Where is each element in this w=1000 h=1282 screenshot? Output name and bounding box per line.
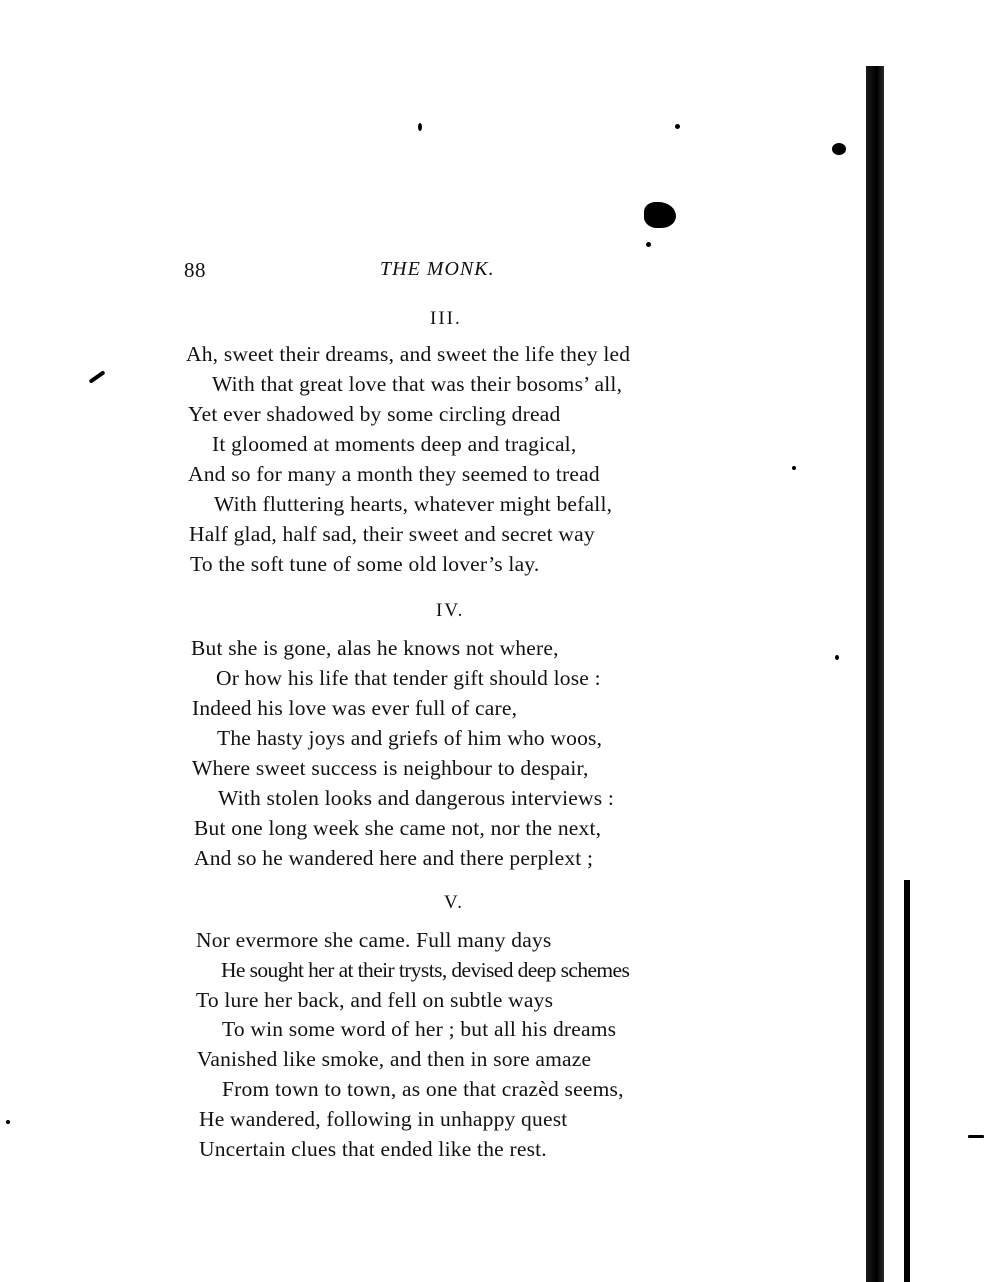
poem-line: To win some word of her ; but all his dreams	[222, 1017, 617, 1041]
page-number: 88	[184, 258, 206, 282]
poem-line: With that great love that was their bosoms’ all,	[212, 372, 623, 396]
poem-line: He sought her at their trysts, devised deep schemes	[221, 958, 630, 982]
binding-shadow	[866, 66, 884, 1282]
poem-line: Yet ever shadowed by some circling dread	[188, 402, 561, 426]
ink-speck	[968, 1135, 984, 1138]
poem-line: To lure her back, and fell on subtle ways	[196, 988, 554, 1012]
poem-line: Half glad, half sad, their sweet and secret way	[189, 522, 595, 546]
poem-line: Ah, sweet their dreams, and sweet the life they led	[186, 342, 631, 366]
poem-line: Or how his life that tender gift should lose :	[216, 666, 601, 690]
running-title: THE MONK.	[380, 258, 495, 280]
poem-line: Where sweet success is neighbour to despair,	[192, 756, 589, 780]
ink-blot	[832, 143, 846, 155]
ink-speck	[646, 242, 651, 247]
poem-line: Uncertain clues that ended like the rest.	[199, 1137, 547, 1161]
poem-line: And so he wandered here and there perplext ;	[194, 846, 594, 870]
poem-line: To the soft tune of some old lover’s lay.	[190, 552, 540, 576]
poem-line: He wandered, following in unhappy quest	[199, 1107, 568, 1131]
poem-line: And so for many a month they seemed to tread	[188, 462, 600, 486]
poem-line: But she is gone, alas he knows not where,	[191, 636, 559, 660]
stanza-heading: V.	[444, 892, 465, 913]
poem-line: With fluttering hearts, whatever might befall,	[214, 492, 613, 516]
poem-line: With stolen looks and dangerous interviews :	[218, 786, 615, 810]
ink-speck	[6, 1120, 10, 1124]
poem-line: But one long week she came not, nor the next,	[194, 816, 602, 840]
stanza-heading: IV.	[436, 600, 465, 621]
binding-shadow-lower	[904, 880, 910, 1282]
ink-speck	[835, 655, 839, 660]
poem-line: Indeed his love was ever full of care,	[192, 696, 518, 720]
ink-blot	[644, 202, 676, 228]
ink-speck	[418, 123, 422, 131]
ink-speck	[675, 124, 680, 129]
poem-line: It gloomed at moments deep and tragical,	[212, 432, 577, 456]
poem-line: The hasty joys and griefs of him who woos,	[217, 726, 603, 750]
poem-line: Nor evermore she came. Full many days	[196, 928, 552, 952]
poem-line: From town to town, as one that crazèd seems,	[222, 1077, 624, 1101]
ink-speck	[88, 370, 105, 384]
ink-speck	[792, 466, 796, 470]
poem-line: Vanished like smoke, and then in sore amaze	[197, 1047, 592, 1071]
stanza-heading: III.	[430, 308, 462, 329]
